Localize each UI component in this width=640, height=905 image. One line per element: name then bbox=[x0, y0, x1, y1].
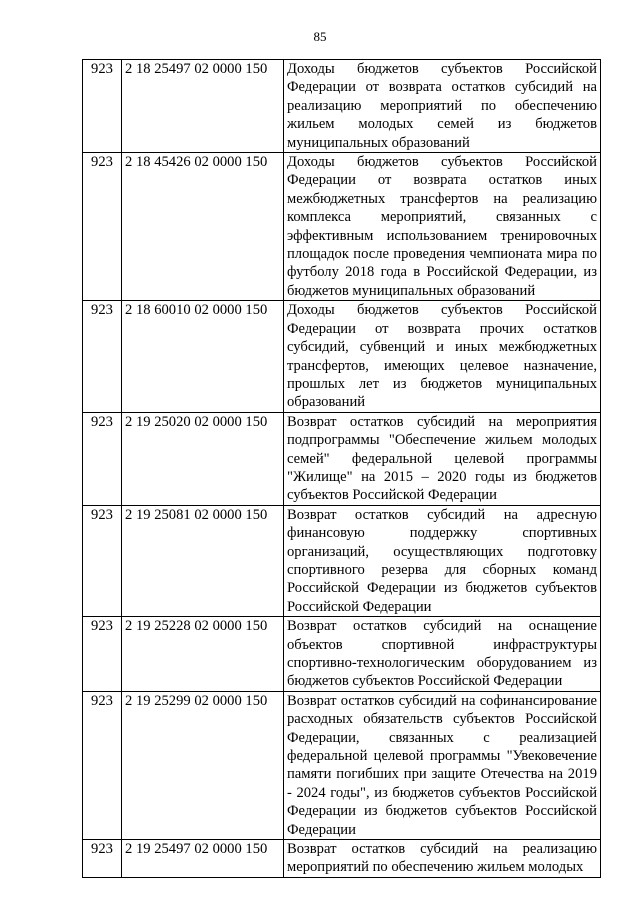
admin-code-cell: 923 bbox=[83, 840, 122, 878]
admin-code-cell: 923 bbox=[83, 617, 122, 692]
table-row bbox=[83, 840, 601, 878]
description-cell: Возврат остатков субсидий на мероприятия подпрограммы "Обеспечение жильем молодых семей" федеральной целевой программы "Жилище" на 2015 – 2020 годы из бюджетов субъектов Российской Федерации bbox=[284, 412, 601, 505]
table-row bbox=[83, 412, 601, 505]
admin-code-cell: 923 bbox=[83, 412, 122, 505]
budget-code-cell: 2 19 25081 02 0000 150 bbox=[122, 505, 284, 616]
budget-code-cell: 2 19 25020 02 0000 150 bbox=[122, 412, 284, 505]
description-cell: Доходы бюджетов субъектов Российской Федерации от возврата прочих остатков субсидий, субвенций и иных межбюджетных трансфертов, имеющих целевое назначение, прошлых лет из бюджетов муниципальных образований bbox=[284, 301, 601, 412]
description-cell: Возврат остатков субсидий на адресную финансовую поддержку спортивных организаций, осуществляющих подготовку спортивного резерва для сборных команд Российской Федерации из бюджетов субъектов Российской Федерации bbox=[284, 505, 601, 616]
admin-code-cell: 923 bbox=[83, 505, 122, 616]
description-cell: Доходы бюджетов субъектов Российской Федерации от возврата остатков субсидий на реализацию мероприятий по обеспечению жильем молодых семей из бюджетов муниципальных образований bbox=[284, 60, 601, 153]
description-cell: Доходы бюджетов субъектов Российской Федерации от возврата остатков иных межбюджетных трансфертов на реализацию комплекса мероприятий, связанных с эффективным использованием тренировочных площадок после проведения чемпионата мира по футболу 2018 года в Российской Федерации, из бюджетов муниципальных образований bbox=[284, 153, 601, 301]
admin-code-cell: 923 bbox=[83, 691, 122, 839]
budget-codes-table bbox=[82, 59, 601, 878]
table-row bbox=[83, 301, 601, 412]
table-row bbox=[83, 60, 601, 153]
description-cell: Возврат остатков субсидий на оснащение объектов спортивной инфраструктуры спортивно-технологическим оборудованием из бюджетов субъектов Российской Федерации bbox=[284, 617, 601, 692]
budget-code-cell: 2 19 25228 02 0000 150 bbox=[122, 617, 284, 692]
admin-code-cell: 923 bbox=[83, 301, 122, 412]
admin-code-cell: 923 bbox=[83, 153, 122, 301]
budget-code-cell: 2 18 45426 02 0000 150 bbox=[122, 153, 284, 301]
description-cell: Возврат остатков субсидий на реализацию мероприятий по обеспечению жильем молодых bbox=[284, 840, 601, 878]
description-cell: Возврат остатков субсидий на софинансирование расходных обязательств субъектов Российской Федерации, связанных с реализацией федеральной целевой программы "Увековечение памяти погибших при защите Отечества на 2019 - 2024 годы", из бюджетов субъектов Российской Федерации из бюджетов субъектов Российской Федерации bbox=[284, 691, 601, 839]
table-row bbox=[83, 617, 601, 692]
table-row bbox=[83, 505, 601, 616]
budget-code-cell: 2 19 25497 02 0000 150 bbox=[122, 840, 284, 878]
table-row bbox=[83, 153, 601, 301]
budget-code-cell: 2 18 60010 02 0000 150 bbox=[122, 301, 284, 412]
admin-code-cell: 923 bbox=[83, 60, 122, 153]
table-row bbox=[83, 691, 601, 839]
budget-code-cell: 2 19 25299 02 0000 150 bbox=[122, 691, 284, 839]
budget-code-cell: 2 18 25497 02 0000 150 bbox=[122, 60, 284, 153]
page-number: 85 bbox=[313, 29, 327, 44]
